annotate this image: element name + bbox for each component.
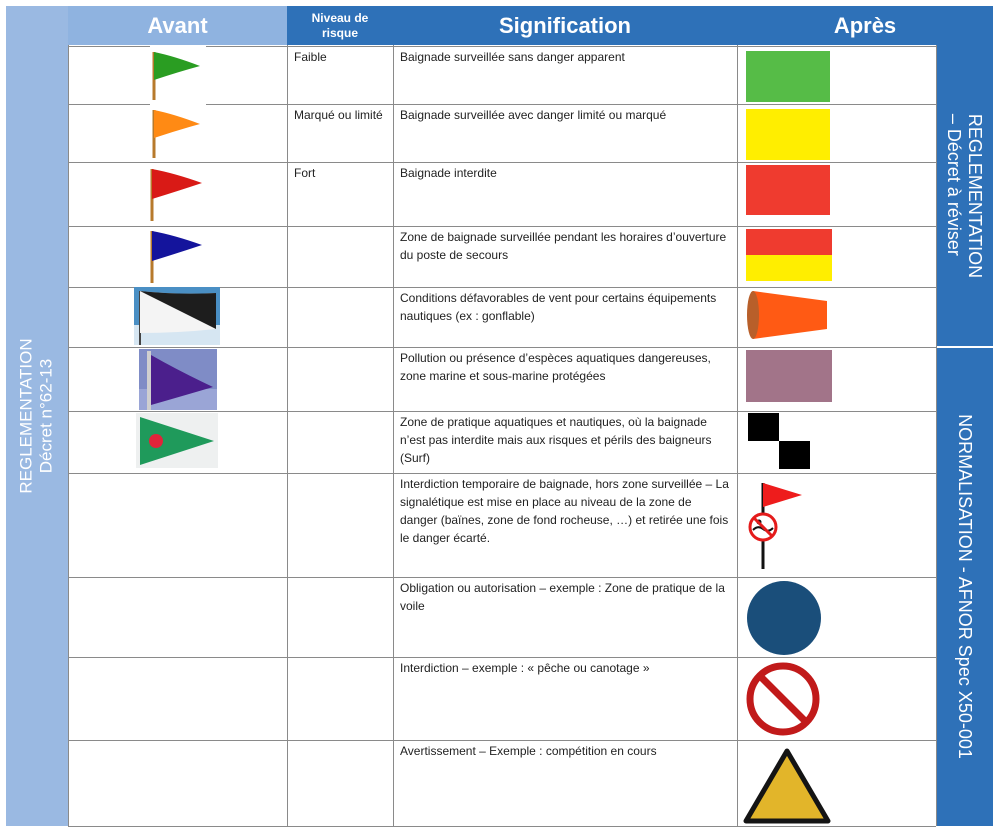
header-apres: Après xyxy=(737,6,993,45)
blue-circle-sign-icon xyxy=(745,579,825,657)
left-band-label xyxy=(17,338,57,493)
signification-cell: Interdiction – exemple : « pêche ou canotage » xyxy=(400,661,650,675)
row-divider xyxy=(68,347,936,348)
orange-windsock-icon xyxy=(745,289,831,341)
left-band-subtitle: Décret n°62-13 xyxy=(37,358,56,474)
signification-cell: Baignade surveillée sans danger apparent xyxy=(400,50,625,64)
right-band-normalisation xyxy=(936,347,993,826)
row-divider xyxy=(68,577,936,578)
column-divider xyxy=(936,45,937,826)
right-band-normalisation-label: NORMALISATION - AFNOR Spec X50-001 xyxy=(955,414,975,759)
row-divider xyxy=(68,657,936,658)
purple-flag-icon xyxy=(746,350,832,402)
signification-cell: Avertissement – Exemple : compétition en cours xyxy=(400,744,657,758)
header-avant: Avant xyxy=(68,6,287,45)
signification-cell: Pollution ou présence d’espèces aquatiques dangereuses, zone marine et sous-marine protégées xyxy=(400,351,711,383)
row-divider xyxy=(68,473,936,474)
purple-pennant-flag-icon xyxy=(139,349,217,410)
yellow-flag-icon xyxy=(746,109,830,160)
green-flag-icon xyxy=(746,51,830,102)
red-yellow-flag-icon xyxy=(746,229,832,281)
left-band xyxy=(6,6,68,826)
column-divider xyxy=(393,45,394,826)
niveau-cell: Fort xyxy=(294,166,316,180)
column-divider xyxy=(68,45,69,826)
right-band-divider xyxy=(936,346,993,348)
signification-cell: Baignade surveillée avec danger limité ou marqué xyxy=(400,108,667,122)
right-band-reglementation-label: REGLEMENTATION – Décret à réviser xyxy=(944,113,986,279)
black-white-flag-icon xyxy=(134,287,220,345)
green-red-dot-pennant-icon xyxy=(136,413,218,468)
warning-triangle-sign-icon xyxy=(742,745,832,825)
no-swimming-sign-icon xyxy=(744,479,808,571)
column-divider xyxy=(737,45,738,826)
prohibition-sign-icon xyxy=(742,659,824,739)
red-flag-icon xyxy=(746,165,830,215)
orange-pennant-flag-icon xyxy=(150,104,206,160)
blue-pennant-flag-icon xyxy=(148,227,206,285)
checkered-flag-icon xyxy=(748,413,810,469)
niveau-cell: Faible xyxy=(294,50,327,64)
signification-cell: Obligation ou autorisation – exemple : Zone de pratique de la voile xyxy=(400,581,725,613)
niveau-cell: Marqué ou limité xyxy=(294,108,383,122)
signification-cell: Zone de baignade surveillée pendant les horaires d’ouverture du poste de secours xyxy=(400,230,727,262)
row-divider xyxy=(68,826,936,827)
row-divider xyxy=(68,740,936,741)
column-divider xyxy=(287,45,288,826)
signification-cell: Baignade interdite xyxy=(400,166,497,180)
signification-cell: Zone de pratique aquatiques et nautiques, où la baignade n’est pas interdite mais aux risques et périls des baigneurs (Surf) xyxy=(400,415,712,465)
row-divider xyxy=(68,411,936,412)
signification-cell: Interdiction temporaire de baignade, hors zone surveillée – La signalétique est mise en place au niveau de la zone de danger (baïnes, zone de fond rocheuse, …) et retirée une fois le danger écarté. xyxy=(400,477,729,545)
header-signification: Signification xyxy=(393,6,737,45)
left-band-title: REGLEMENTATION xyxy=(17,338,36,494)
right-band-reglementation xyxy=(936,45,993,347)
green-pennant-flag-icon xyxy=(150,46,206,102)
red-pennant-flag-icon xyxy=(148,163,206,223)
header-niveau: Niveau de risque xyxy=(287,6,393,45)
signification-cell: Conditions défavorables de vent pour certains équipements nautiques (ex : gonflable) xyxy=(400,291,717,323)
